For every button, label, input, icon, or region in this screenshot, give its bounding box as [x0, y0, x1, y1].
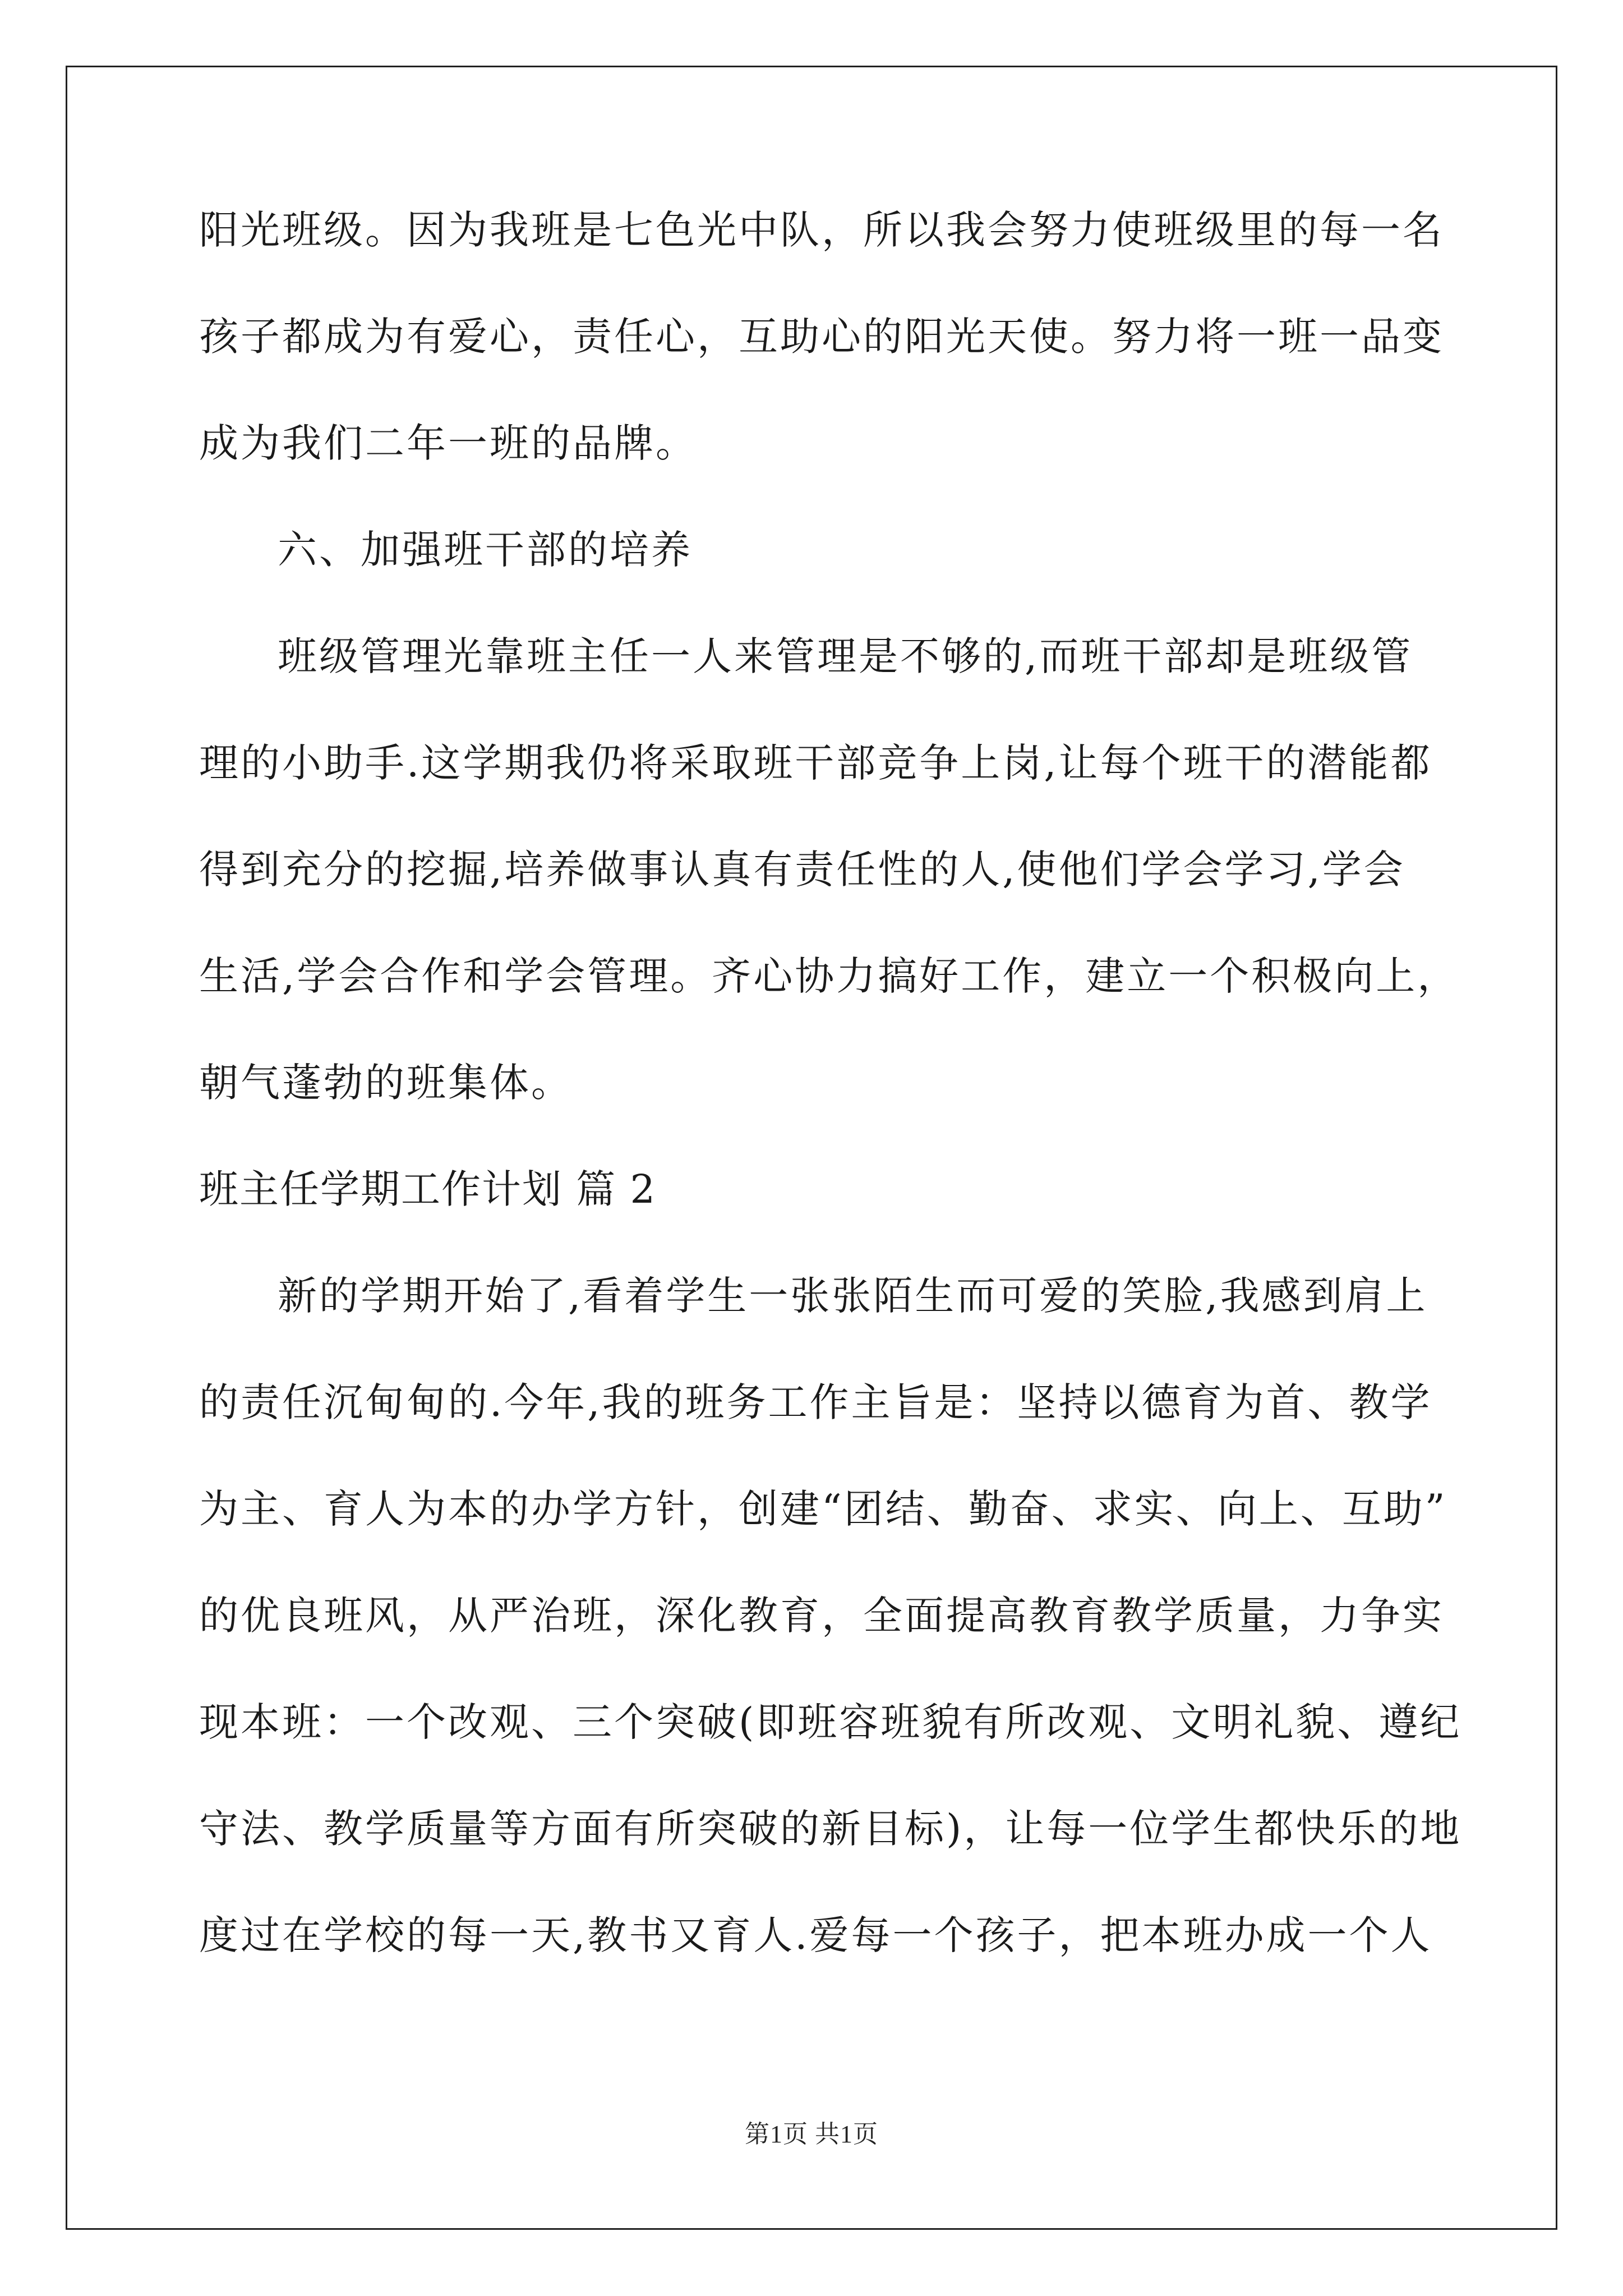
text-line: 班级管理光靠班主任一人来管理是不够的,而班干部却是班级管 [278, 633, 1413, 679]
text-line: 守法、教学质量等方面有所突破的新目标)，让每一位学生都快乐的地 [199, 1806, 1462, 1852]
text-line: 的优良班风，从严治班，深化教育，全面提高教育教学质量，力争实 [199, 1593, 1444, 1639]
text-line: 朝气蓬勃的班集体。 [199, 1060, 573, 1106]
text-line: 为主、育人为本的办学方针，创建“团结、勤奋、求实、向上、互助” [199, 1486, 1447, 1532]
text-line: 的责任沉甸甸的.今年,我的班务工作主旨是：坚持以德育为首、教学 [199, 1379, 1432, 1425]
text-line: 度过在学校的每一天,教书又育人.爱每一个孩子，把本班办成一个人 [199, 1912, 1432, 1958]
section-heading: 六、加强班干部的培养 [278, 527, 693, 573]
text-line: 孩子都成为有爱心，责任心，互助心的阳光天使。努力将一班一品变 [199, 314, 1444, 360]
article-heading: 班主任学期工作计划 篇 2 [199, 1166, 657, 1212]
page-number-footer: 第1页 共1页 [745, 2120, 878, 2148]
text-line: 现本班：一个改观、三个突破(即班容班貌有所改观、文明礼貌、遵纪 [199, 1699, 1462, 1745]
page-border [66, 66, 1557, 2230]
text-line: 理的小助手.这学期我仍将采取班干部竞争上岗,让每个班干的潜能都 [199, 740, 1432, 786]
text-line: 新的学期开始了,看着学生一张张陌生而可爱的笑脸,我感到肩上 [278, 1273, 1428, 1319]
text-line: 生活,学会合作和学会管理。齐心协力搞好工作，建立一个积极向上， [199, 953, 1459, 999]
text-line: 得到充分的挖掘,培养做事认真有责任性的人,使他们学会学习,学会 [199, 846, 1405, 892]
text-line: 成为我们二年一班的品牌。 [199, 420, 697, 466]
text-line: 阳光班级。因为我班是七色光中队，所以我会努力使班级里的每一名 [199, 207, 1444, 253]
